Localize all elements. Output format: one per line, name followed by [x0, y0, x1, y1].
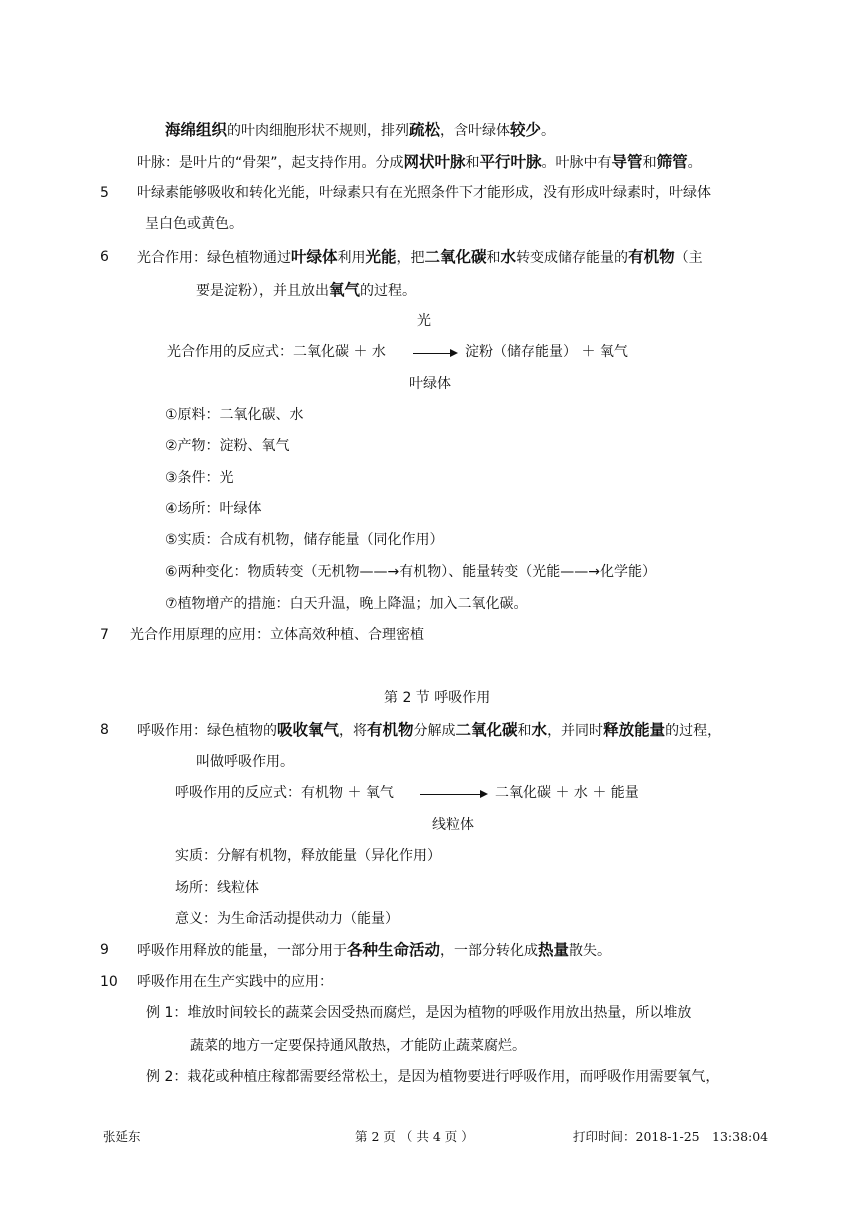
list-item: ②产物：淀粉、氧气: [165, 438, 290, 454]
footer-print-date: 打印时间：2018-1-25: [573, 1129, 700, 1144]
spongy-tissue-line: 海绵组织的叶肉细胞形状不规则，排列疏松，含叶绿体较少。: [165, 121, 556, 139]
respiration-equation-left: 呼吸作用的反应式：有机物 ＋ 氧气: [175, 785, 394, 801]
footer-page-number: 第 2 页 （ 共 4 页 ）: [355, 1129, 474, 1144]
list-item: ③条件：光: [165, 470, 234, 486]
leaf-vein-line: 叶脉：是叶片的“骨架”，起支持作用。分成网状叶脉和平行叶脉。叶脉中有导管和筛管。: [137, 153, 702, 171]
item-number: 7: [100, 627, 109, 643]
item-number: 9: [100, 942, 109, 958]
photosynthesis-definition: 光合作用：绿色植物通过叶绿体利用光能，把二氧化碳和水转变成储存能量的有机物（主: [137, 248, 703, 266]
equation-site: 线粒体: [432, 817, 474, 833]
photosynthesis-definition-2: 要是淀粉），并且放出氧气的过程。: [196, 281, 417, 299]
respiration-definition-2: 叫做呼吸作用。: [196, 754, 294, 770]
photosynthesis-equation-left: 光合作用的反应式：二氧化碳 ＋ 水: [167, 344, 386, 360]
item-number: 10: [100, 974, 118, 990]
chlorophyll-line-1: 叶绿素能够吸收和转化光能，叶绿素只有在光照条件下才能形成，没有形成叶绿素时，叶绿体: [137, 185, 711, 201]
reaction-arrow: [413, 353, 456, 354]
list-item: 意义：为生命活动提供动力（能量）: [175, 911, 399, 927]
footer-author: 张延东: [103, 1129, 141, 1144]
example-1-line-1: 例 1：堆放时间较长的蔬菜会因受热而腐烂，是因为植物的呼吸作用放出热量，所以堆放: [146, 1005, 692, 1021]
section-title: 第 2 节 呼吸作用: [384, 690, 491, 706]
respiration-equation-right: 二氧化碳 ＋ 水 ＋ 能量: [495, 785, 639, 801]
item-number: 6: [100, 249, 109, 265]
footer-print-time: 13:38:04: [712, 1129, 769, 1144]
example-2-line-1: 例 2：栽花或种植庄稼都需要经常松土，是因为植物要进行呼吸作用，而呼吸作用需要氧气，: [146, 1069, 720, 1085]
list-item: ⑥两种变化：物质转变（无机物——→有机物）、能量转变（光能——→化学能）: [165, 564, 657, 580]
respiration-definition: 呼吸作用：绿色植物的吸收氧气，将有机物分解成二氧化碳和水，并同时释放能量的过程，: [137, 721, 722, 739]
list-item: ⑤实质：合成有机物，储存能量（同化作用）: [165, 532, 444, 548]
list-item: ④场所：叶绿体: [165, 501, 262, 517]
photosynthesis-equation-right: 淀粉（储存能量） ＋ 氧气: [465, 344, 628, 360]
list-item: 场所：线粒体: [175, 880, 259, 896]
item-number: 5: [100, 185, 109, 201]
list-item: 实质：分解有机物，释放能量（异化作用）: [175, 848, 441, 864]
chlorophyll-line-2: 呈白色或黄色。: [145, 216, 243, 232]
example-1-line-2: 蔬菜的地方一定要保持通风散热，才能防止蔬菜腐烂。: [190, 1038, 526, 1054]
respiration-application: 呼吸作用在生产实践中的应用：: [137, 974, 333, 990]
equation-condition: 光: [417, 313, 431, 329]
respiration-energy: 呼吸作用释放的能量，一部分用于各种生命活动，一部分转化成热量散失。: [137, 941, 612, 959]
reaction-arrow: [420, 794, 486, 795]
item-number: 8: [100, 722, 109, 738]
photosynthesis-application: 光合作用原理的应用：立体高效种植、合理密植: [130, 627, 424, 643]
equation-site: 叶绿体: [409, 376, 451, 392]
list-item: ⑦植物增产的措施：白天升温，晚上降温；加入二氧化碳。: [165, 596, 528, 612]
list-item: ①原料：二氧化碳、水: [165, 407, 304, 423]
